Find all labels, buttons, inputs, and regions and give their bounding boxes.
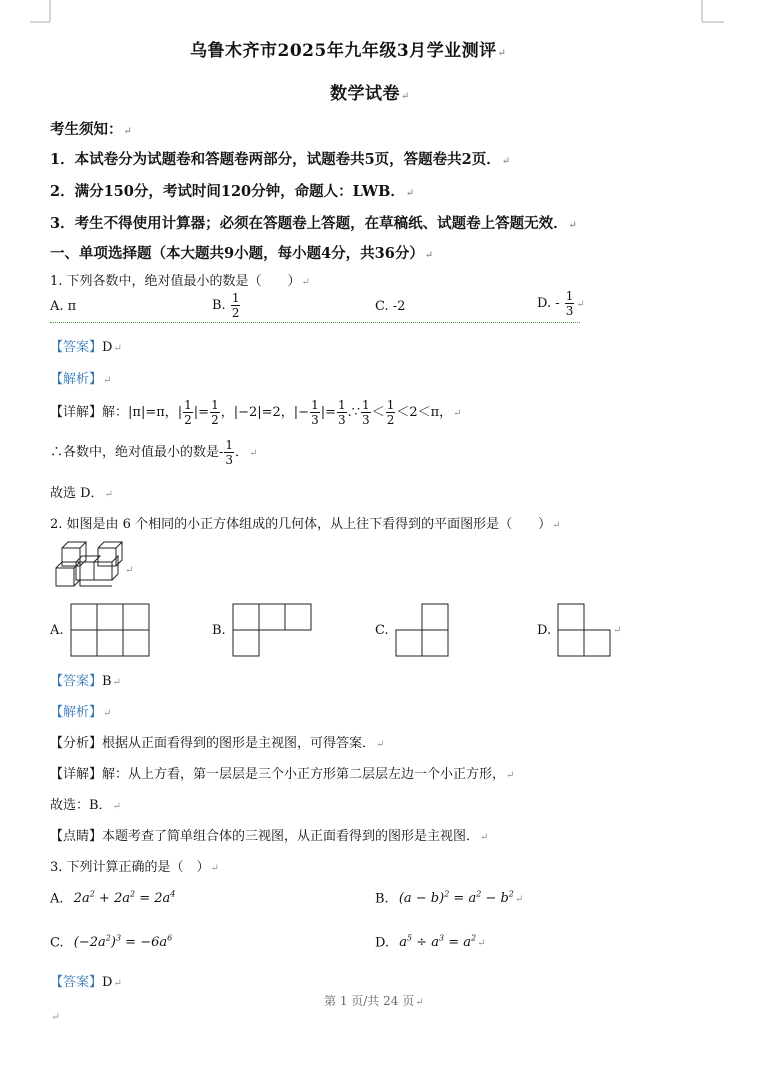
return-mark: ↵ [123, 126, 132, 137]
notice-item-2 [50, 180, 414, 201]
q1-option-b-label: B. [212, 298, 226, 313]
footer-text: 第 1 页/共 24 页 [324, 994, 415, 1008]
q1-answer [50, 336, 122, 355]
q1-option-a: A. π [50, 299, 77, 314]
fraction-third [310, 399, 320, 426]
q1-final [50, 482, 113, 501]
numerator: 1 [211, 398, 219, 412]
return-mark: ↵ [112, 801, 121, 812]
answer-value: B [102, 674, 112, 689]
denominator: 2 [386, 413, 395, 427]
denominator: 3 [225, 453, 234, 467]
q3-option-d [375, 934, 486, 950]
answer-tag: 【答案】 [50, 340, 103, 355]
return-mark: ↵ [576, 299, 585, 310]
fraction [565, 290, 575, 317]
q3-option-c [50, 934, 172, 950]
return-mark: ↵ [104, 489, 113, 500]
return-mark: ↵ [506, 770, 515, 781]
subtitle-text: 数学试卷 [330, 84, 400, 104]
detail-text: ＜ [371, 405, 385, 420]
return-mark: ↵ [501, 156, 511, 167]
detail-text: |= [320, 405, 336, 420]
return-mark: ↵ [514, 894, 524, 906]
notice-item-3 [50, 212, 577, 233]
denominator: 3 [311, 413, 319, 427]
numerator: 1 [225, 438, 234, 452]
q2-option-b-figure [232, 603, 314, 657]
page-footer [324, 992, 424, 1009]
numerator: 1 [565, 289, 574, 303]
q2-answer [50, 670, 121, 689]
q3-option-b-formula: $(a - b)^2 = a^2 - b^2$ [398, 890, 514, 907]
cube-solid-figure [50, 540, 130, 595]
return-mark: ↵ [113, 978, 122, 989]
return-mark: ↵ [405, 188, 415, 199]
notice-item-text: 3．考生不得使用计算器；必须在答题卷上答题，在草稿纸、试题卷上答题无效． [50, 215, 568, 232]
return-mark: ↵ [424, 250, 434, 261]
denominator: 2 [231, 306, 240, 320]
crop-mark-top-right [700, 0, 724, 26]
notice-heading [50, 118, 132, 139]
page-subtitle [330, 79, 410, 104]
numerator: 1 [311, 398, 319, 412]
return-mark: ↵ [210, 863, 219, 874]
notice-item-1 [50, 148, 510, 169]
notice-item-text: 1．本试卷分为试题卷和答题卷两部分，试题卷共5页，答题卷共2页． [50, 151, 501, 168]
q1-option-d [537, 290, 585, 317]
return-mark: ↵ [568, 220, 577, 231]
answer-value: D [102, 340, 113, 355]
dianjing-tag: 【点睛】 [50, 829, 103, 844]
return-mark: ↵ [480, 832, 489, 843]
q3-option-d-formula: $a^5 \div a^3 = a^2$ [399, 934, 477, 951]
fraction-half [183, 399, 193, 426]
analysis-tag: 【解析】 [50, 372, 103, 387]
return-mark: ↵ [103, 375, 112, 386]
detail-text: |= [193, 405, 210, 420]
return-mark: ↵ [552, 520, 561, 531]
detail-tag: 【详解】 [50, 405, 103, 420]
fraction-third [337, 399, 347, 426]
return-mark: ↵ [51, 1010, 61, 1023]
denominator: 3 [338, 413, 346, 427]
conclusion-suffix: ． [235, 445, 249, 460]
q2-fenxi [50, 732, 384, 751]
return-mark: ↵ [401, 91, 410, 102]
final-text: 故选：B． [50, 798, 112, 813]
notice-heading-text: 考生须知： [50, 121, 123, 138]
q1-analysis [50, 368, 111, 387]
notice-item-text: 2．满分150分，考试时间120分钟，命题人：LWB． [50, 183, 405, 200]
q3-stem-text: 3. 下列计算正确的是（ ） [50, 860, 210, 875]
denominator: 2 [211, 413, 219, 427]
q2-option-c-label: C. [375, 623, 389, 638]
return-mark: ↵ [613, 625, 622, 636]
q2-analysis [50, 701, 111, 720]
return-mark: ↵ [376, 739, 385, 750]
q3-stem [50, 856, 219, 875]
fraction-third [224, 439, 234, 466]
return-mark: ↵ [125, 565, 134, 576]
detail-text: ，|−2|=2，|− [220, 405, 310, 420]
q2-final [50, 794, 121, 813]
q3-option-b-label: B. [375, 891, 389, 907]
q3-option-c-label: C. [50, 935, 64, 951]
q3-answer [50, 971, 122, 990]
return-mark: ↵ [477, 938, 486, 950]
crop-mark-top-left [30, 0, 52, 26]
numerator: 1 [184, 398, 192, 412]
return-mark: ↵ [249, 448, 258, 459]
fraction-half [386, 399, 396, 426]
detail-text: 解：从上方看，第一层层是三个小正方形第二层层左边一个小正方形， [102, 767, 506, 782]
numerator: 1 [362, 398, 370, 412]
numerator: 1 [386, 398, 395, 412]
detail-text: .∵ [347, 405, 361, 420]
q2-option-d-label: D. [537, 623, 552, 638]
section-heading [50, 242, 433, 263]
return-mark: ↵ [301, 277, 310, 288]
q2-option-b-label: B. [212, 623, 226, 638]
q2-dianjing [50, 825, 488, 844]
detail-tag: 【详解】 [50, 767, 103, 782]
denominator: 2 [184, 413, 192, 427]
q2-detail [50, 763, 514, 782]
dianjing-text: 本题考查了简单组合体的三视图，从正面看得到的图形是主视图． [102, 829, 480, 844]
q3-option-b [375, 890, 523, 906]
answer-value: D [102, 975, 113, 990]
q2-option-a-label: A. [50, 623, 64, 638]
section-heading-text: 一、单项选择题（本大题共9小题，每小题4分，共36分） [50, 245, 424, 262]
detail-text: 解：|π|=π，| [102, 405, 183, 420]
q1-stem-text: 1. 下列各数中，绝对值最小的数是（ ） [50, 274, 301, 289]
q1-detail [50, 396, 462, 431]
q1-stem [50, 270, 310, 289]
q2-stem-text: 2. 如图是由 6 个相同的小正方体组成的几何体，从上往下看得到的平面图形是（ ） [50, 517, 552, 532]
q3-option-a-label: A. [50, 891, 64, 907]
page-title [190, 36, 507, 61]
return-mark: ↵ [453, 408, 462, 419]
analysis-tag: 【解析】 [50, 705, 103, 720]
conclusion-text: ∴各数中，绝对值最小的数是- [50, 445, 224, 460]
numerator: 1 [338, 398, 346, 412]
fraction-half [210, 399, 220, 426]
q2-option-d-figure [557, 603, 613, 657]
q1-options [50, 289, 585, 323]
answer-tag: 【答案】 [50, 674, 103, 689]
q3-option-a-formula: $2a^2 + 2a^2 = 2a^4$ [73, 890, 176, 907]
fenxi-text: 根据从正面看得到的图形是主视图，可得答案． [102, 736, 376, 751]
answer-tag: 【答案】 [50, 975, 103, 990]
return-mark: ↵ [103, 708, 112, 719]
fenxi-tag: 【分析】 [50, 736, 103, 751]
q3-option-a [50, 890, 175, 906]
q1-option-b [212, 292, 241, 319]
return-mark: ↵ [415, 997, 424, 1008]
q3-option-d-label: D. [375, 935, 390, 951]
title-text: 乌鲁木齐市2025年九年级3月学业测评 [190, 41, 497, 61]
return-mark: ↵ [497, 48, 507, 59]
numerator: 1 [231, 291, 240, 305]
q2-option-c-figure [395, 603, 451, 657]
return-mark: ↵ [113, 343, 122, 354]
q2-stem [50, 513, 560, 532]
q1-option-d-label: D. - [537, 296, 560, 311]
final-text: 故选 D． [50, 486, 104, 501]
fraction-third [361, 399, 371, 426]
q3-option-c-formula: $(-2a^2)^3 = -6a^6$ [73, 934, 173, 951]
q2-option-a-figure [70, 603, 152, 657]
fraction [231, 292, 241, 319]
q1-option-c: C. -2 [375, 299, 406, 314]
detail-text: ＜2＜π， [396, 405, 453, 420]
return-mark: ↵ [112, 677, 121, 688]
denominator: 3 [362, 413, 370, 427]
denominator: 3 [565, 304, 574, 318]
q1-conclusion [50, 436, 257, 471]
